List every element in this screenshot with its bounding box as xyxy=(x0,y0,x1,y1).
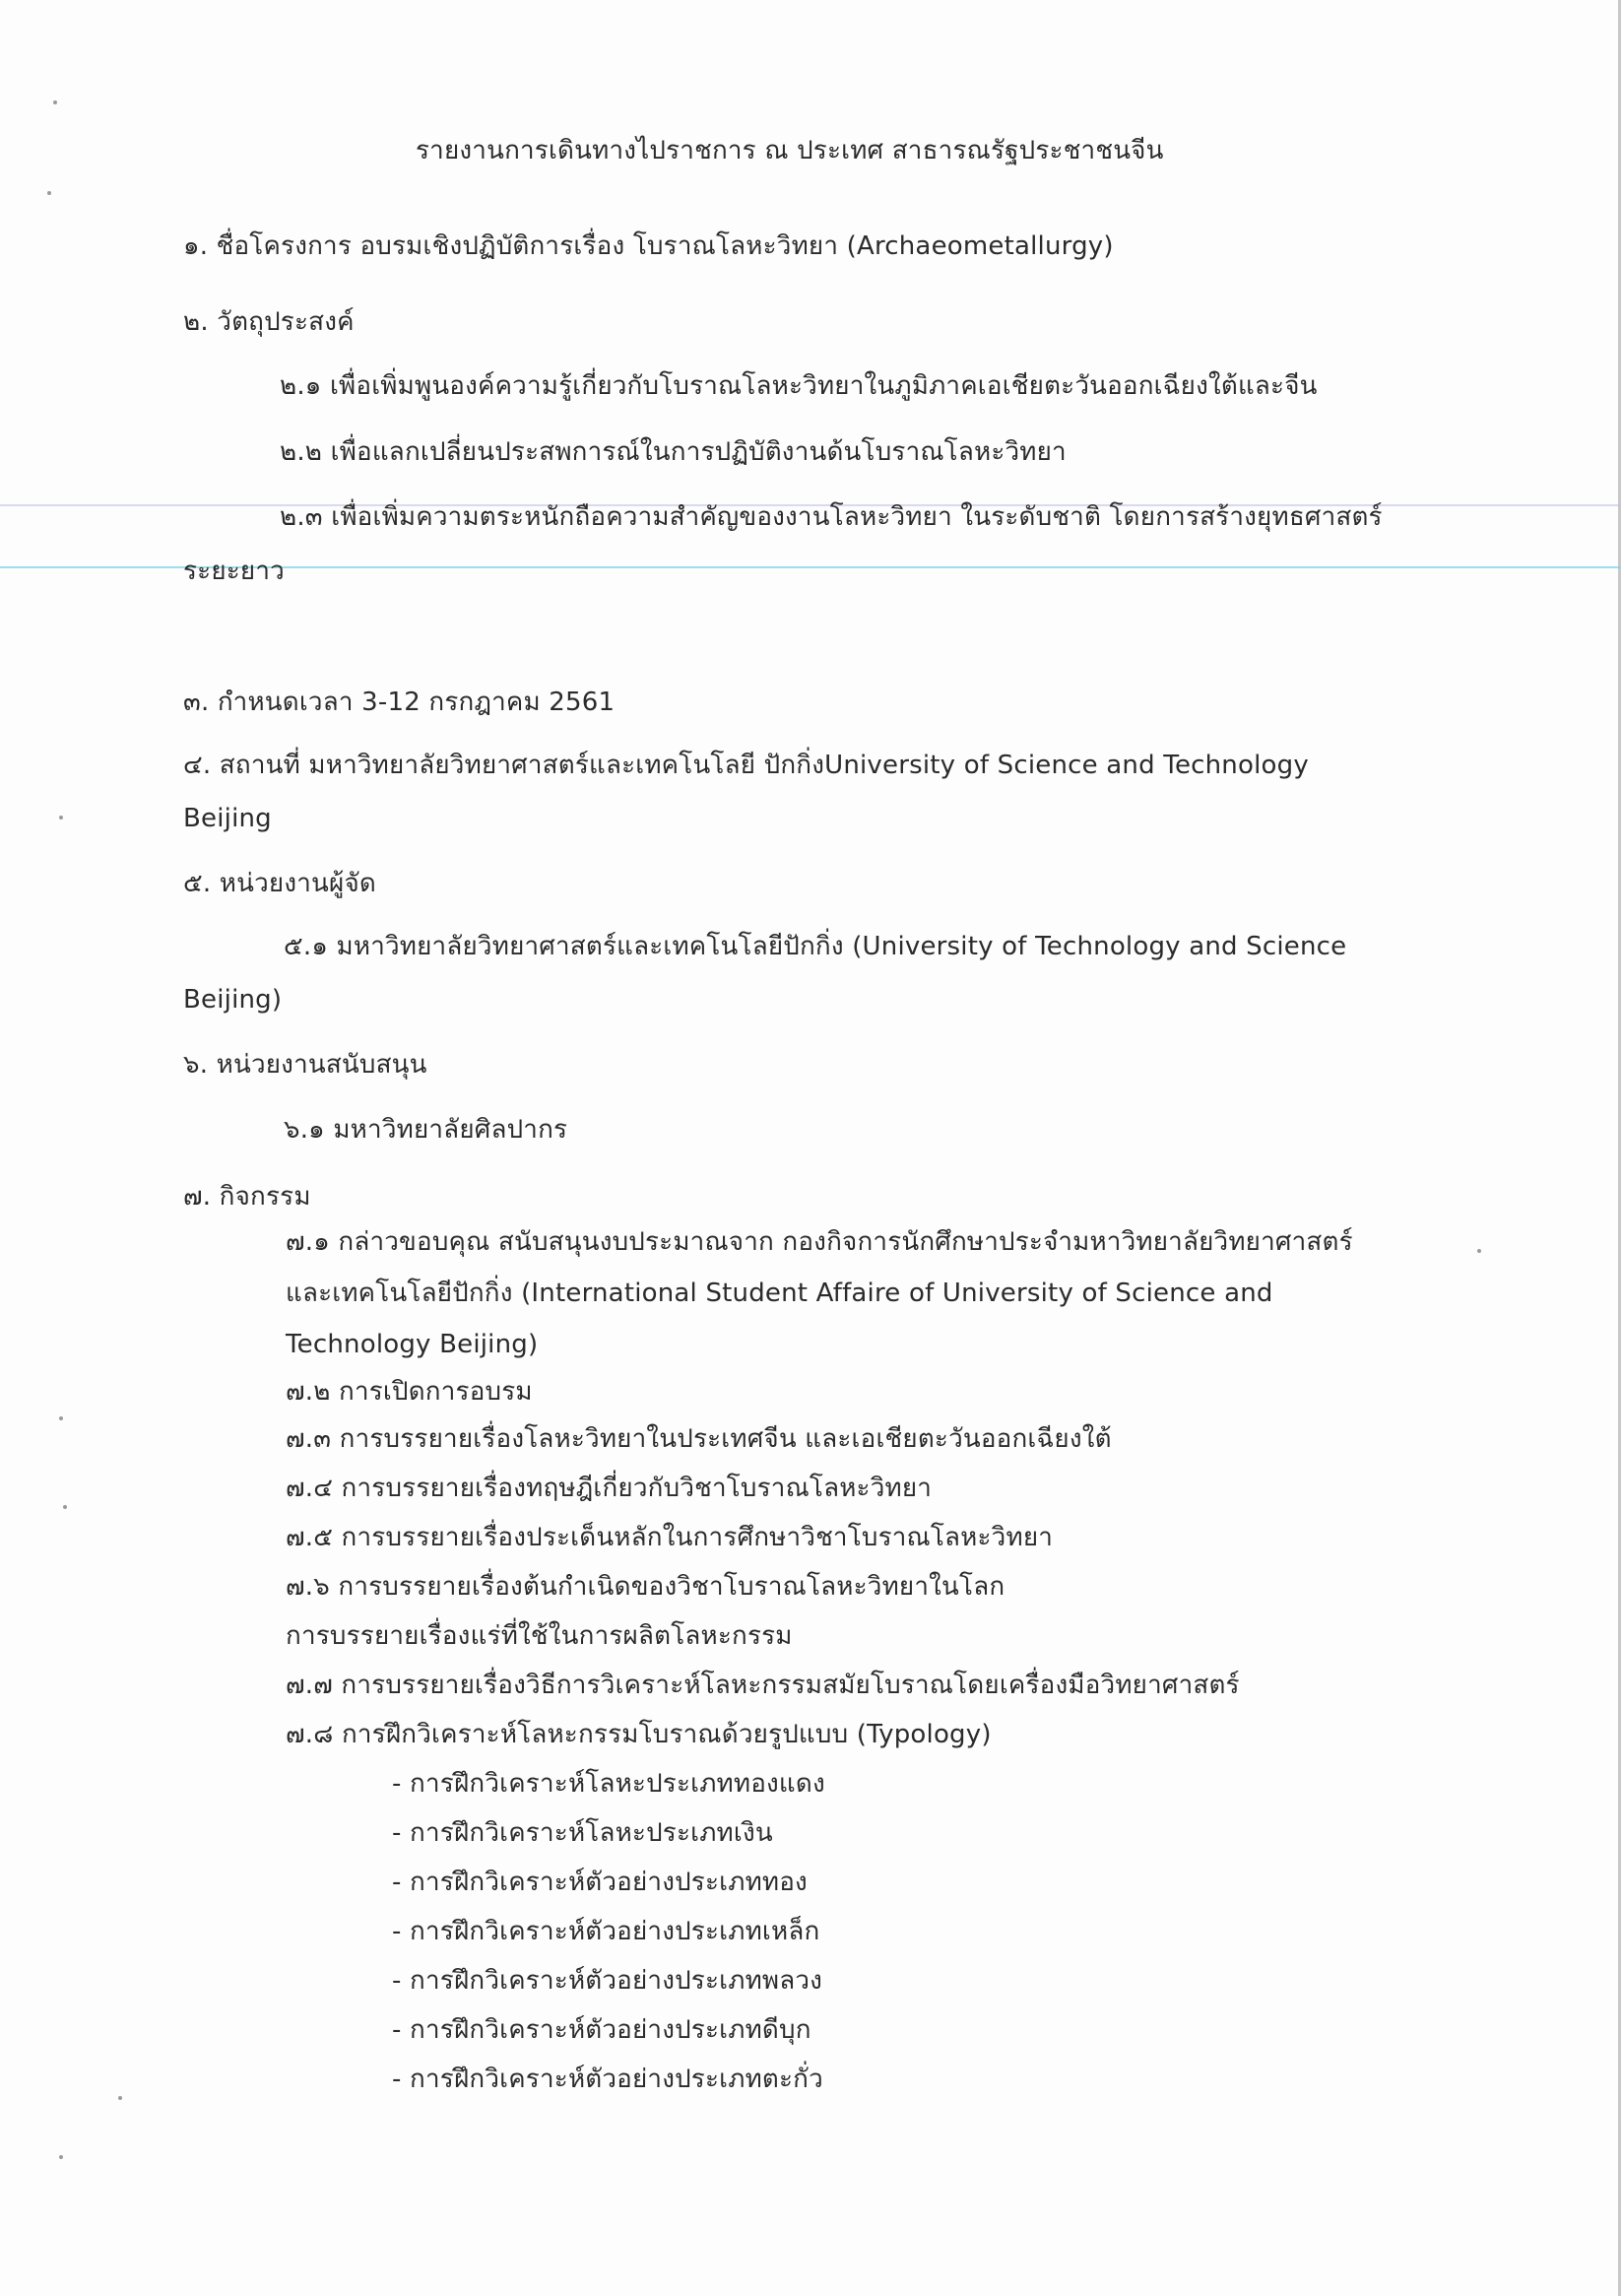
scan-speck xyxy=(47,191,51,195)
supporter-6-1: ๖.๑ มหาวิทยาลัยศิลปากร xyxy=(284,1115,568,1145)
activity-7-1-continued: Technology Beijing) xyxy=(286,1330,539,1359)
activity-7-1: ๗.๑ กล่าวขอบคุณ สนับสนุนงบประมาณจาก กองกิจการนักศึกษาประจำมหาวิทยาลัยวิทยาศาสตร์ xyxy=(286,1227,1353,1257)
list-item: - การฝึกวิเคราะห์ตัวอย่างประเภทดีบุก xyxy=(392,2015,811,2045)
scan-speck xyxy=(59,816,63,820)
scan-speck xyxy=(1477,1249,1481,1253)
scan-speck xyxy=(63,1505,67,1509)
activity-7-4: ๗.๔ การบรรยายเรื่องทฤษฎีเกี่ยวกับวิชาโบราณโลหะวิทยา xyxy=(286,1474,933,1503)
objective-2-2: ๒.๒ เพื่อแลกเปลี่ยนประสพการณ์ในการปฏิบัติงานด้นโบราณโลหะวิทยา xyxy=(280,437,1067,467)
list-item: - การฝึกวิเคราะห์ตัวอย่างประเภทพลวง xyxy=(392,1966,823,1996)
organizer-5-1-continued: Beijing) xyxy=(183,985,283,1015)
scan-speck xyxy=(118,2096,122,2100)
section-2-objectives: ๒. วัตถุประสงค์ xyxy=(183,307,355,337)
section-7-activities: ๗. กิจกรรม xyxy=(183,1182,311,1212)
list-item: - การฝึกวิเคราะห์ตัวอย่างประเภทตะกั่ว xyxy=(392,2065,823,2094)
activity-7-5: ๗.๕ การบรรยายเรื่องประเด็นหลักในการศึกษาวิชาโบราณโลหะวิทยา xyxy=(286,1523,1054,1552)
section-4-venue-continued: Beijing xyxy=(183,804,272,833)
organizer-5-1: ๕.๑ มหาวิทยาลัยวิทยาศาสตร์และเทคโนโลยีปักกิ่ง (University of Technology and Science xyxy=(284,932,1347,961)
section-3-period: ๓. กำหนดเวลา 3-12 กรกฎาคม 2561 xyxy=(183,688,616,717)
activity-7-1-continued: และเทคโนโลยีปักกิ่ง (International Student Affaire of University of Science and xyxy=(286,1279,1273,1308)
section-1-project-name: ๑. ชื่อโครงการ อบรมเชิงปฏิบัติการเรื่อง โบราณโลหะวิทยา (Archaeometallurgy) xyxy=(183,231,1114,261)
list-item: - การฝึกวิเคราะห์โลหะประเภทเงิน xyxy=(392,1818,773,1848)
objective-2-3-continued: ระยะยาว xyxy=(183,557,285,586)
activity-7-2: ๗.๒ การเปิดการอบรม xyxy=(286,1377,533,1407)
section-5-organizer: ๕. หน่วยงานผู้จัด xyxy=(183,869,376,898)
activity-7-3: ๗.๓ การบรรยายเรื่องโลหะวิทยาในประเทศจีน และเอเชียตะวันออกเฉียงใต้ xyxy=(286,1424,1112,1454)
scan-speck xyxy=(59,1416,63,1420)
section-6-supporter: ๖. หน่วยงานสนับสนุน xyxy=(183,1050,427,1080)
list-item: - การฝึกวิเคราะห์ตัวอย่างประเภททอง xyxy=(392,1868,808,1897)
list-item: - การฝึกวิเคราะห์โลหะประเภททองแดง xyxy=(392,1769,825,1799)
document-title: รายงานการเดินทางไปราชการ ณ ประเทศ สาธารณรัฐประชาชนจีน xyxy=(416,136,1164,165)
section-4-venue: ๔. สถานที่ มหาวิทยาลัยวิทยาศาสตร์และเทคโนโลยี ปักกิ่งUniversity of Science and Technology xyxy=(183,751,1309,780)
activity-7-6-continued: การบรรยายเรื่องแร่ที่ใช้ในการผลิตโลหะกรรม xyxy=(286,1621,793,1651)
objective-2-3: ๒.๓ เพื่อเพิ่มความตระหนักถือความสำคัญของงานโลหะวิทยา ในระดับชาติ โดยการสร้างยุทธศาสตร์ xyxy=(280,502,1383,532)
scan-speck xyxy=(53,100,57,104)
objective-2-1: ๒.๑ เพื่อเพิ่มพูนองค์ความรู้เกี่ยวกับโบราณโลหะวิทยาในภูมิภาคเอเชียตะวันออกเฉียงใต้และจีน xyxy=(280,371,1318,401)
activity-7-7: ๗.๗ การบรรยายเรื่องวิธีการวิเคราะห์โลหะกรรมสมัยโบราณโดยเครื่องมือวิทยาศาสตร์ xyxy=(286,1671,1240,1700)
list-item: - การฝึกวิเคราะห์ตัวอย่างประเภทเหล็ก xyxy=(392,1917,820,1946)
activity-7-6: ๗.๖ การบรรยายเรื่องต้นกำเนิดของวิชาโบราณโลหะวิทยาในโลก xyxy=(286,1572,1005,1602)
scan-speck xyxy=(59,2155,63,2159)
activity-7-8: ๗.๘ การฝึกวิเคราะห์โลหะกรรมโบราณด้วยรูปแบบ (Typology) xyxy=(286,1720,992,1749)
